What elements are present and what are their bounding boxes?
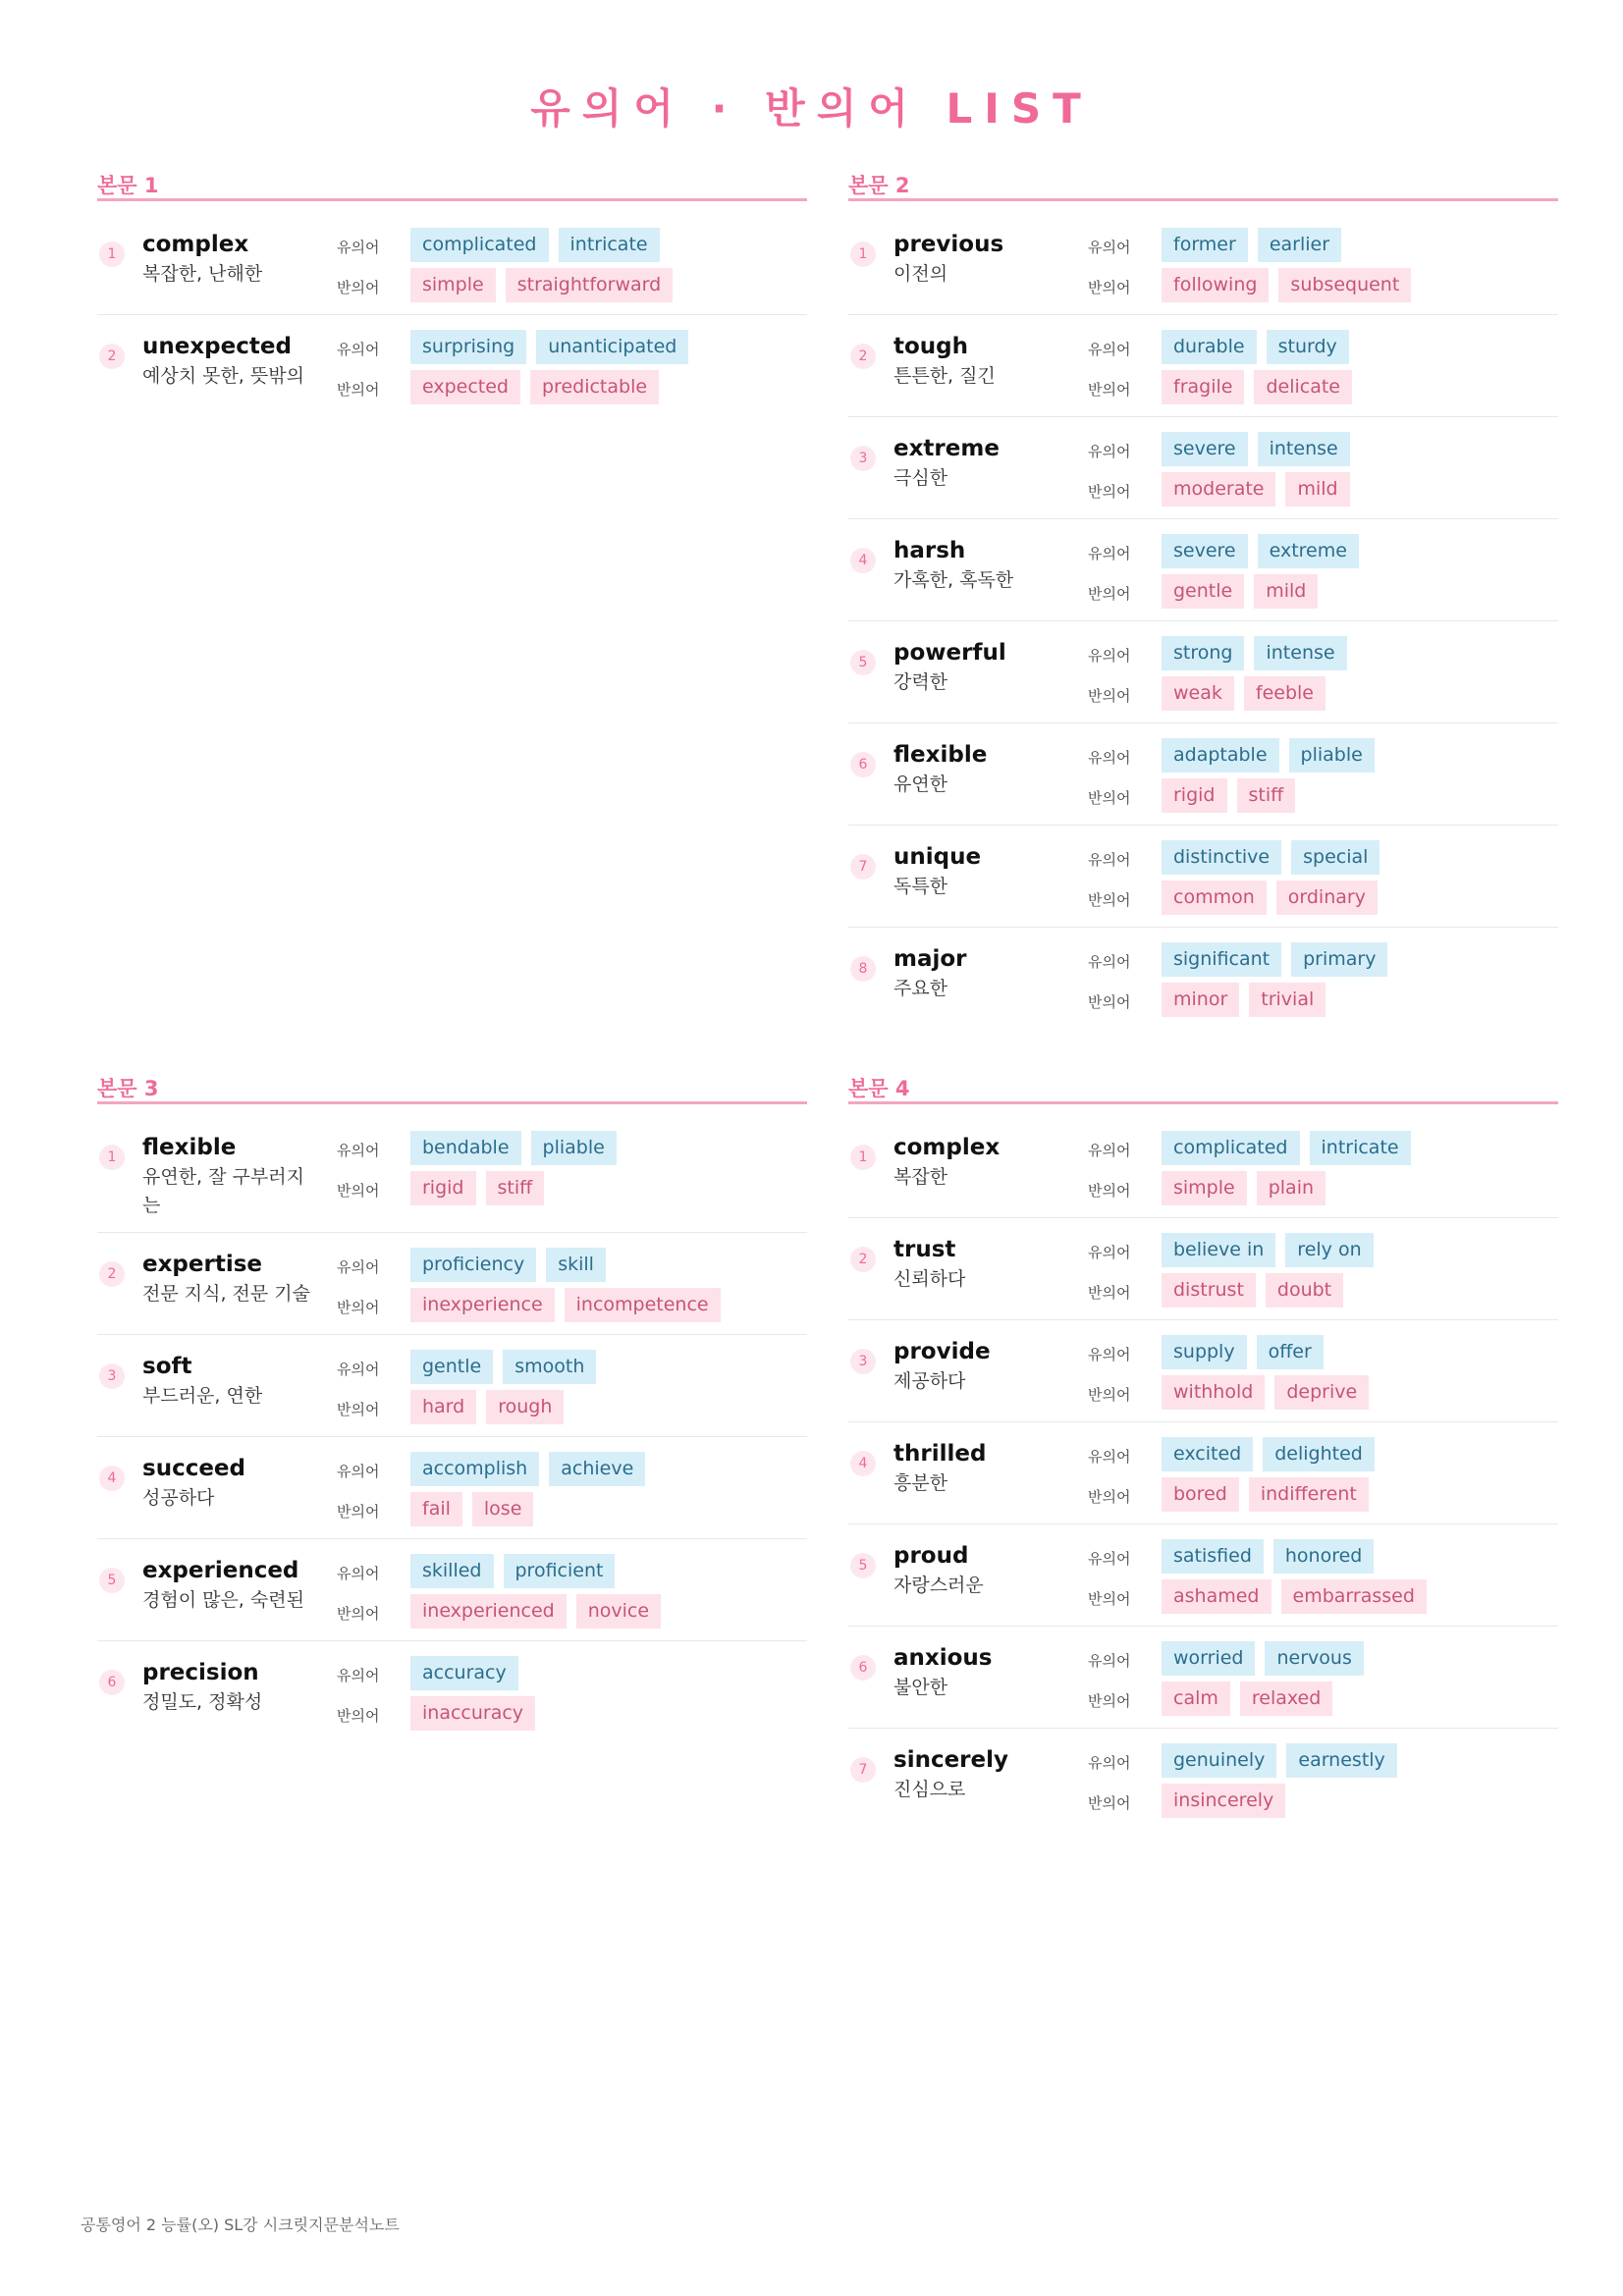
antonym-chip: doubt [1266, 1273, 1343, 1308]
synonym-chip: complicated [410, 228, 549, 262]
antonym-list [1162, 1477, 1369, 1512]
antonym-chip: fail [410, 1492, 462, 1526]
synonym-chip: pliable [1289, 738, 1375, 773]
synonym-chip: distinctive [1162, 840, 1281, 875]
antonym-chip: gentle [1162, 574, 1244, 609]
antonym-chip: indifferent [1249, 1477, 1369, 1512]
synonym-label: 유의어 [1088, 1550, 1131, 1568]
number-badge: 1 [850, 241, 876, 267]
page-title: 유의어 · 반의어 LIST [530, 84, 1093, 133]
vocab-word: precision [142, 1660, 259, 1685]
vocab-meaning: 신뢰하다 [893, 1268, 966, 1290]
number-badge: 1 [99, 241, 125, 267]
synonym-chip: delighted [1263, 1437, 1375, 1471]
synonym-label: 유의어 [337, 1361, 380, 1378]
antonym-chip: lose [472, 1492, 534, 1526]
synonym-chip: unanticipated [536, 330, 688, 364]
synonym-list [1162, 1335, 1324, 1369]
antonym-label: 반의어 [1088, 687, 1131, 705]
number-badge: 4 [99, 1466, 125, 1491]
number-badge: 6 [850, 752, 876, 777]
vocab-meaning: 부드러운, 연한 [142, 1385, 263, 1407]
synonym-chip: skill [546, 1248, 606, 1282]
vocab-meaning: 예상치 못한, 뜻밖의 [142, 365, 304, 387]
vocab-meaning: 진심으로 [893, 1779, 966, 1800]
synonym-chip: achieve [549, 1452, 645, 1486]
synonym-list [1162, 534, 1359, 568]
vocab-entry [848, 621, 1558, 723]
vocab-entry [97, 213, 807, 315]
synonym-chip: nervous [1265, 1641, 1363, 1676]
antonym-chip: expected [410, 370, 520, 404]
synonym-chip: complicated [1162, 1131, 1300, 1165]
number-badge: 5 [850, 650, 876, 675]
antonym-label: 반의어 [1088, 279, 1131, 296]
vocab-meaning: 독특한 [893, 876, 948, 897]
section-heading: 본문 4 [848, 1068, 1558, 1104]
synonym-label: 유의어 [1088, 341, 1131, 358]
antonym-chip: minor [1162, 983, 1239, 1017]
number-badge: 3 [99, 1363, 125, 1389]
antonym-list [1162, 1273, 1343, 1308]
synonym-chip: bendable [410, 1131, 521, 1165]
vocab-word: flexible [142, 1135, 237, 1160]
number-badge: 6 [850, 1655, 876, 1681]
vocab-word: complex [142, 232, 249, 257]
antonym-chip: moderate [1162, 472, 1275, 507]
number-badge: 8 [850, 956, 876, 982]
vocab-word: trust [893, 1237, 956, 1262]
vocab-meaning: 제공하다 [893, 1370, 966, 1392]
synonym-list [1162, 330, 1349, 364]
number-badge: 5 [99, 1568, 125, 1593]
entry-list [848, 1116, 1558, 1830]
vocab-entry [97, 1233, 807, 1335]
synonym-chip: adaptable [1162, 738, 1279, 773]
synonym-chip: earnestly [1286, 1743, 1396, 1778]
antonym-label: 반의어 [1088, 993, 1131, 1011]
vocab-word: succeed [142, 1456, 245, 1481]
number-badge: 3 [850, 1349, 876, 1374]
synonym-chip: satisfied [1162, 1539, 1264, 1574]
antonym-list [410, 1492, 533, 1526]
antonym-chip: common [1162, 881, 1267, 915]
vocab-entry [97, 1641, 807, 1742]
synonym-chip: severe [1162, 534, 1248, 568]
synonym-list [1162, 1641, 1364, 1676]
synonym-chip: intricate [559, 228, 660, 262]
vocab-word: major [893, 946, 967, 972]
vocab-meaning: 자랑스러운 [893, 1575, 984, 1596]
antonym-list [1162, 983, 1325, 1017]
vocab-meaning: 강력한 [893, 671, 948, 693]
synonym-label: 유의어 [1088, 1652, 1131, 1670]
synonym-list [1162, 1233, 1374, 1267]
synonym-chip: gentle [410, 1350, 493, 1384]
vocab-meaning: 유연한, 잘 구부러지는 [142, 1166, 304, 1216]
number-badge: 5 [850, 1553, 876, 1578]
vocab-entry [848, 1524, 1558, 1627]
antonym-chip: plain [1257, 1171, 1325, 1205]
synonym-list [1162, 1131, 1411, 1165]
section-bonmun-4 [848, 1068, 1558, 1830]
vocab-word: expertise [142, 1252, 263, 1277]
synonym-list [410, 1554, 615, 1588]
synonym-label: 유의어 [337, 239, 380, 256]
vocab-meaning: 불안한 [893, 1677, 948, 1698]
synonym-list [410, 1452, 645, 1486]
synonym-chip: former [1162, 228, 1248, 262]
number-badge: 3 [850, 446, 876, 471]
synonym-list [1162, 942, 1387, 977]
entry-list [848, 213, 1558, 1029]
synonym-chip: genuinely [1162, 1743, 1276, 1778]
antonym-label: 반의어 [337, 1401, 380, 1418]
antonym-label: 반의어 [1088, 1794, 1131, 1812]
vocab-meaning: 경험이 많은, 숙련된 [142, 1589, 304, 1611]
antonym-label: 반의어 [1088, 789, 1131, 807]
vocab-word: unexpected [142, 334, 292, 359]
number-badge: 1 [850, 1145, 876, 1170]
synonym-label: 유의어 [1088, 1346, 1131, 1363]
vocab-meaning: 복잡한 [893, 1166, 948, 1188]
antonym-list [410, 1171, 544, 1205]
synonym-chip: proficient [504, 1554, 616, 1588]
synonym-label: 유의어 [1088, 647, 1131, 665]
vocab-word: previous [893, 232, 1004, 257]
antonym-chip: stiff [1237, 778, 1296, 813]
vocab-entry [848, 723, 1558, 826]
antonym-chip: inexperience [410, 1288, 555, 1322]
synonym-label: 유의어 [337, 1667, 380, 1684]
footer-text: 공통영어 2 능률(오) SL강 시크릿지문분석노트 [81, 2216, 400, 2234]
synonym-label: 유의어 [1088, 749, 1131, 767]
vocab-meaning: 정밀도, 정확성 [142, 1691, 263, 1713]
antonym-chip: rigid [410, 1171, 476, 1205]
section-heading: 본문 3 [97, 1068, 807, 1104]
vocab-meaning: 극심한 [893, 467, 948, 489]
synonym-chip: honored [1273, 1539, 1374, 1574]
synonym-list [410, 330, 688, 364]
antonym-chip: delicate [1254, 370, 1352, 404]
antonym-label: 반의어 [337, 1299, 380, 1316]
section-heading: 본문 2 [848, 165, 1558, 201]
synonym-list [1162, 1437, 1375, 1471]
synonym-list [1162, 1743, 1397, 1778]
antonym-label: 반의어 [1088, 891, 1131, 909]
antonym-label: 반의어 [337, 279, 380, 296]
vocab-entry [848, 1422, 1558, 1524]
section-heading: 본문 1 [97, 165, 807, 201]
synonym-chip: rely on [1285, 1233, 1373, 1267]
antonym-chip: mild [1285, 472, 1349, 507]
vocab-word: unique [893, 844, 982, 870]
antonym-label: 반의어 [1088, 1488, 1131, 1506]
vocab-entry [97, 1437, 807, 1539]
number-badge: 2 [850, 1247, 876, 1272]
antonym-chip: ashamed [1162, 1579, 1271, 1614]
antonym-chip: mild [1254, 574, 1318, 609]
vocab-word: proud [893, 1543, 969, 1569]
vocab-word: extreme [893, 436, 1000, 461]
synonym-chip: significant [1162, 942, 1281, 977]
antonym-chip: withhold [1162, 1375, 1265, 1410]
synonym-list [410, 228, 660, 262]
entry-list [97, 1116, 807, 1742]
synonym-chip: severe [1162, 432, 1248, 466]
antonym-list [1162, 1579, 1427, 1614]
section-bonmun-2 [848, 165, 1558, 1029]
synonym-label: 유의어 [1088, 1142, 1131, 1159]
synonym-list [410, 1656, 518, 1690]
antonym-list [410, 1594, 661, 1629]
synonym-label: 유의어 [1088, 239, 1131, 256]
vocab-word: experienced [142, 1558, 299, 1583]
antonym-label: 반의어 [337, 1503, 380, 1521]
synonym-label: 유의어 [1088, 1754, 1131, 1772]
synonym-list [1162, 738, 1375, 773]
synonym-list [1162, 1539, 1374, 1574]
synonym-label: 유의어 [337, 1142, 380, 1159]
synonym-chip: intense [1258, 432, 1350, 466]
vocab-entry [848, 519, 1558, 621]
synonym-list [1162, 432, 1350, 466]
number-badge: 4 [850, 1451, 876, 1476]
antonym-chip: insincerely [1162, 1784, 1285, 1818]
antonym-label: 반의어 [337, 381, 380, 399]
antonym-list [410, 1288, 721, 1322]
antonym-chip: feeble [1244, 676, 1325, 711]
antonym-list [1162, 1784, 1285, 1818]
synonym-chip: proficiency [410, 1248, 536, 1282]
antonym-chip: simple [410, 268, 496, 302]
antonym-list [1162, 1682, 1332, 1716]
number-badge: 6 [99, 1670, 125, 1695]
vocab-entry [848, 1320, 1558, 1422]
antonym-list [410, 370, 659, 404]
synonym-chip: earlier [1258, 228, 1341, 262]
vocab-entry [848, 826, 1558, 928]
antonym-label: 반의어 [1088, 1590, 1131, 1608]
antonym-label: 반의어 [337, 1182, 380, 1200]
synonym-chip: primary [1291, 942, 1387, 977]
vocab-word: anxious [893, 1645, 993, 1671]
antonym-chip: hard [410, 1390, 476, 1424]
number-badge: 2 [99, 1261, 125, 1287]
antonym-chip: following [1162, 268, 1269, 302]
vocab-entry [97, 315, 807, 416]
synonym-chip: intricate [1310, 1131, 1411, 1165]
vocab-word: tough [893, 334, 969, 359]
synonym-label: 유의어 [1088, 443, 1131, 460]
antonym-chip: straightforward [506, 268, 673, 302]
antonym-chip: bored [1162, 1477, 1239, 1512]
antonym-chip: calm [1162, 1682, 1230, 1716]
antonym-chip: ordinary [1276, 881, 1378, 915]
antonym-chip: distrust [1162, 1273, 1256, 1308]
antonym-list [1162, 472, 1350, 507]
antonym-list [1162, 574, 1318, 609]
antonym-list [410, 1696, 535, 1731]
antonym-list [410, 268, 673, 302]
antonym-label: 반의어 [1088, 585, 1131, 603]
antonym-chip: fragile [1162, 370, 1244, 404]
synonym-chip: special [1291, 840, 1380, 875]
synonym-chip: worried [1162, 1641, 1255, 1676]
antonym-list [1162, 370, 1352, 404]
vocab-word: provide [893, 1339, 991, 1364]
antonym-list [1162, 1375, 1369, 1410]
antonym-chip: simple [1162, 1171, 1247, 1205]
entry-list [97, 213, 807, 416]
antonym-label: 반의어 [1088, 381, 1131, 399]
vocab-entry [848, 1627, 1558, 1729]
number-badge: 4 [850, 548, 876, 573]
antonym-chip: deprive [1274, 1375, 1369, 1410]
synonym-label: 유의어 [1088, 1448, 1131, 1466]
vocab-entry [848, 1116, 1558, 1218]
section-bonmun-1 [97, 165, 807, 416]
vocab-word: thrilled [893, 1441, 987, 1467]
vocab-meaning: 전문 지식, 전문 기술 [142, 1283, 310, 1305]
synonym-list [1162, 840, 1380, 875]
antonym-chip: inexperienced [410, 1594, 567, 1629]
antonym-chip: trivial [1249, 983, 1325, 1017]
antonym-chip: novice [576, 1594, 661, 1629]
vocab-entry [848, 213, 1558, 315]
vocab-meaning: 주요한 [893, 978, 948, 999]
synonym-label: 유의어 [337, 1463, 380, 1480]
synonym-chip: sturdy [1267, 330, 1349, 364]
synonym-chip: accomplish [410, 1452, 539, 1486]
antonym-chip: stiff [486, 1171, 545, 1205]
synonym-label: 유의어 [1088, 545, 1131, 562]
synonym-list [410, 1350, 596, 1384]
number-badge: 7 [850, 854, 876, 880]
synonym-list [410, 1131, 617, 1165]
antonym-label: 반의어 [337, 1605, 380, 1623]
vocab-entry [848, 1729, 1558, 1830]
antonym-chip: rigid [1162, 778, 1227, 813]
vocab-meaning: 유연한 [893, 774, 948, 795]
synonym-chip: strong [1162, 636, 1244, 670]
vocab-word: powerful [893, 640, 1006, 666]
antonym-label: 반의어 [337, 1707, 380, 1725]
vocab-word: flexible [893, 742, 988, 768]
vocab-entry [848, 315, 1558, 417]
vocab-word: soft [142, 1354, 192, 1379]
vocab-entry [848, 928, 1558, 1029]
number-badge: 7 [850, 1757, 876, 1783]
synonym-chip: accuracy [410, 1656, 518, 1690]
antonym-chip: incompetence [565, 1288, 721, 1322]
synonym-chip: smooth [503, 1350, 596, 1384]
vocab-word: harsh [893, 538, 966, 563]
vocab-meaning: 흥분한 [893, 1472, 948, 1494]
antonym-list [1162, 268, 1411, 302]
vocab-entry [848, 1218, 1558, 1320]
vocab-entry [97, 1116, 807, 1233]
synonym-chip: skilled [410, 1554, 494, 1588]
vocab-meaning: 성공하다 [142, 1487, 215, 1509]
synonym-chip: surprising [410, 330, 526, 364]
vocab-entry [97, 1335, 807, 1437]
antonym-list [1162, 1171, 1325, 1205]
antonym-list [410, 1390, 564, 1424]
antonym-label: 반의어 [1088, 1386, 1131, 1404]
synonym-list [1162, 636, 1347, 670]
synonym-chip: believe in [1162, 1233, 1275, 1267]
synonym-label: 유의어 [337, 1258, 380, 1276]
synonym-list [410, 1248, 606, 1282]
synonym-list [1162, 228, 1341, 262]
antonym-chip: embarrassed [1281, 1579, 1427, 1614]
antonym-chip: predictable [530, 370, 659, 404]
number-badge: 1 [99, 1145, 125, 1170]
vocab-entry [848, 417, 1558, 519]
synonym-chip: durable [1162, 330, 1257, 364]
synonym-chip: extreme [1258, 534, 1359, 568]
antonym-label: 반의어 [1088, 1692, 1131, 1710]
synonym-chip: pliable [531, 1131, 617, 1165]
vocab-entry [97, 1539, 807, 1641]
section-bonmun-3 [97, 1068, 807, 1742]
antonym-chip: relaxed [1240, 1682, 1332, 1716]
vocab-meaning: 가혹한, 혹독한 [893, 569, 1014, 591]
synonym-chip: supply [1162, 1335, 1247, 1369]
synonym-chip: offer [1257, 1335, 1324, 1369]
antonym-list [1162, 778, 1295, 813]
antonym-label: 반의어 [1088, 1284, 1131, 1302]
antonym-chip: inaccuracy [410, 1696, 535, 1731]
antonym-chip: rough [486, 1390, 564, 1424]
antonym-list [1162, 881, 1378, 915]
antonym-label: 반의어 [1088, 1182, 1131, 1200]
synonym-chip: excited [1162, 1437, 1253, 1471]
synonym-label: 유의어 [1088, 953, 1131, 971]
number-badge: 2 [850, 344, 876, 369]
vocab-word: sincerely [893, 1747, 1008, 1773]
antonym-label: 반의어 [1088, 483, 1131, 501]
vocab-meaning: 이전의 [893, 263, 948, 285]
antonym-chip: subsequent [1278, 268, 1411, 302]
vocab-meaning: 복잡한, 난해한 [142, 263, 263, 285]
synonym-label: 유의어 [337, 341, 380, 358]
number-badge: 2 [99, 344, 125, 369]
synonym-label: 유의어 [1088, 851, 1131, 869]
antonym-chip: weak [1162, 676, 1234, 711]
synonym-chip: intense [1254, 636, 1346, 670]
antonym-list [1162, 676, 1325, 711]
synonym-label: 유의어 [1088, 1244, 1131, 1261]
vocab-meaning: 튼튼한, 질긴 [893, 365, 996, 387]
vocab-word: complex [893, 1135, 1001, 1160]
synonym-label: 유의어 [337, 1565, 380, 1582]
